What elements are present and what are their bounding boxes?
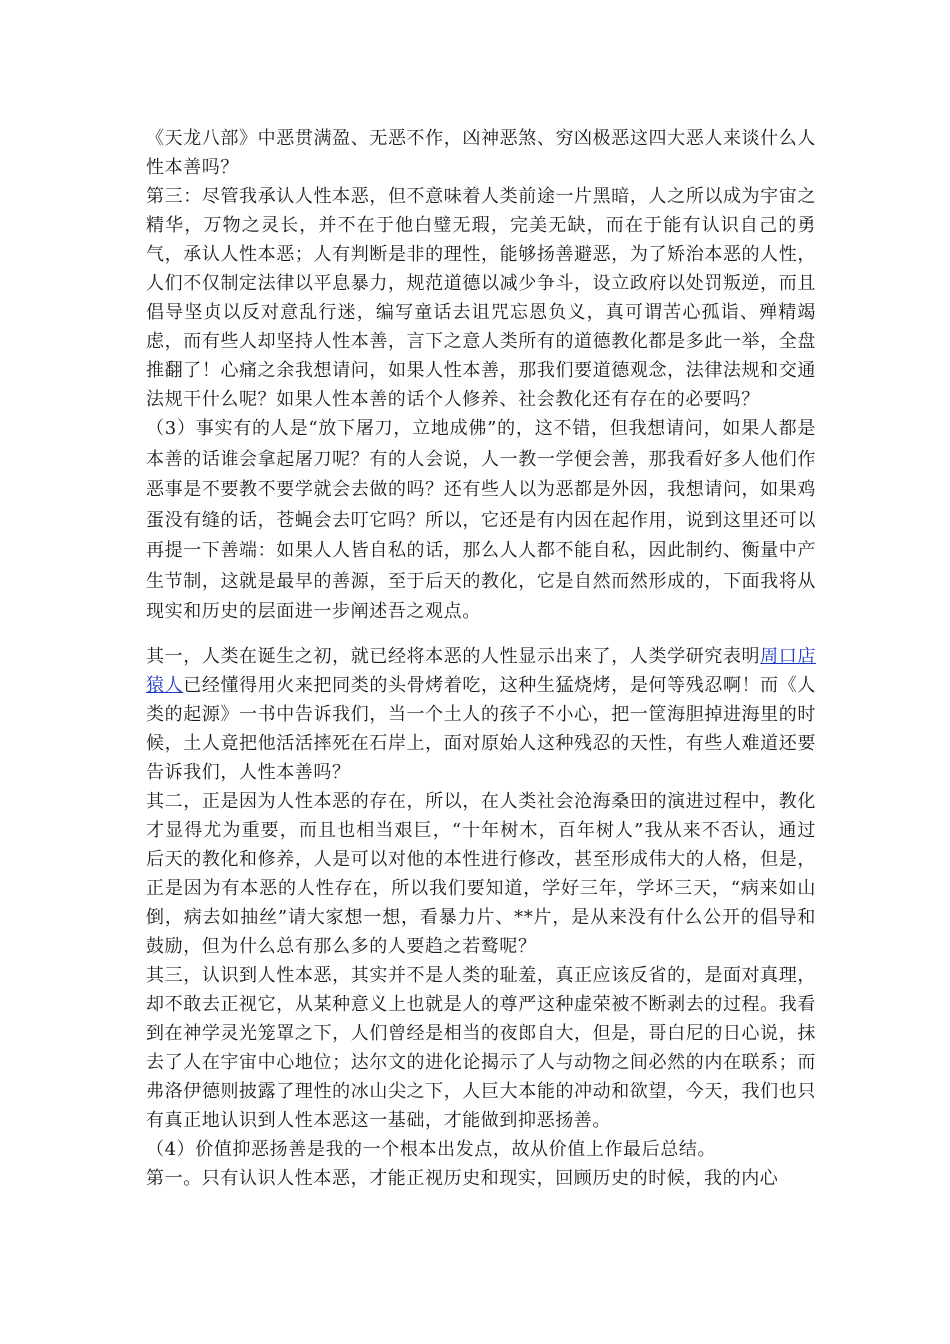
paragraph-third-argument: 其三，认识到人性本恶，其实并不是人类的耻羞，真正应该反省的，是面对真理，却不敢去正视它，从某种意义上也就是人的尊严这种虚荣被不断剥去的过程。我看到在神学灵光笼罩之下，人们曾经是相当的夜郎自大，但是，哥白尼的日心说，抹去了人在宇宙中心地位；达尔文的进化论揭示了人与动物之间必然的内在联系；而弗洛伊德则披露了理性的冰山尖之下，人巨大本能的冲动和欲望，今天，我们也只有真正地认识到人性本恶这一基础，才能做到抑恶扬善。: [146, 964, 816, 1131]
paragraph-first-argument: [146, 642, 816, 787]
paragraph-text-after-link: 已经懂得用火来把同类的头骨烤着吃，这种生猛烧烤，是何等残忍啊！而《人类的起源》一书中告诉我们，当一个土人的孩子不小心，把一筐海胆掉进海里的时候，土人竟把他活活摔死在石岸上，面对原始人这种残忍的天性，有些人难道还要告诉我们，人性本善吗？: [146, 674, 816, 783]
paragraph-gap: [146, 628, 816, 642]
paragraph-section-4: （4）价值抑恶扬善是我的一个根本出发点，故从价值上作最后总结。: [146, 1138, 717, 1160]
paragraph-tianlong: 《天龙八部》中恶贯满盈、无恶不作，凶神恶煞、穷凶极恶这四大恶人来谈什么人性本善吗？: [146, 128, 816, 178]
document-page: [146, 124, 816, 1193]
zhoukoudian-link[interactable]: 周口店猿人: [146, 645, 816, 696]
paragraph-second-argument: 其二，正是因为人性本恶的存在，所以，在人类社会沧海桑田的演进过程中，教化才显得尤为重要，而且也相当艰巨，“十年树木，百年树人”我从来不否认，通过后天的教化和修养，人是可以对他的本性进行修改，甚至形成伟大的人格，但是，正是因为有本恶的人性存在，所以我们要知道，学好三年，学坏三天，“病来如山倒，病去如抽丝”请大家想一想，看暴力片、**片，是从来没有什么公开的倡导和鼓励，但为什么总有那么多的人要趋之若鹜呢？: [146, 790, 816, 957]
paragraph-text-before-link: 其一，人类在诞生之初，就已经将本恶的人性显示出来了，人类学研究表明: [146, 645, 761, 667]
paragraph-section-3: （3）事实有的人是“放下屠刀，立地成佛”的，这不错，但我想请问，如果人都是本善的话谁会拿起屠刀呢？有的人会说，人一教一学便会善，那我看好多人他们作恶事是不要教不要学就会去做的吗？还有些人以为恶都是外因，我想请问，如果鸡蛋没有缝的话，苍蝇会去叮它吗？所以，它还是有内因在起作用，说到这里还可以再提一下善端：如果人人皆自私的话，那么人人都不能自私，因此制约、衡量中产生节制，这就是最早的善源，至于后天的教化，它是自然而然形成的，下面我将从现实和历史的层面进一步阐述吾之观点。: [146, 418, 816, 622]
paragraph-conclusion-first: 第一。只有认识人性本恶，才能正视历史和现实，回顾历史的时候，我的内心: [146, 1167, 779, 1189]
paragraph-third-point: 第三：尽管我承认人性本恶，但不意味着人类前途一片黑暗，人之所以成为宇宙之精华，万物之灵长，并不在于他白璧无瑕，完美无缺，而在于能有认识自己的勇气，承认人性本恶；人有判断是非的理性，能够扬善避恶，为了矫治本恶的人性，人们不仅制定法律以平息暴力，规范道德以减少争斗，设立政府以处罚叛逆，而且倡导坚贞以反对意乱行迷，编写童话去诅咒忘恩负义，真可谓苦心孤诣、殚精竭虑，而有些人却坚持人性本善，言下之意人类所有的道德教化都是多此一举，全盘推翻了！心痛之余我想请问，如果人性本善，那我们要道德观念，法律法规和交通法规干什么呢？如果人性本善的话个人修养、社会教化还有存在的必要吗？: [146, 186, 816, 410]
